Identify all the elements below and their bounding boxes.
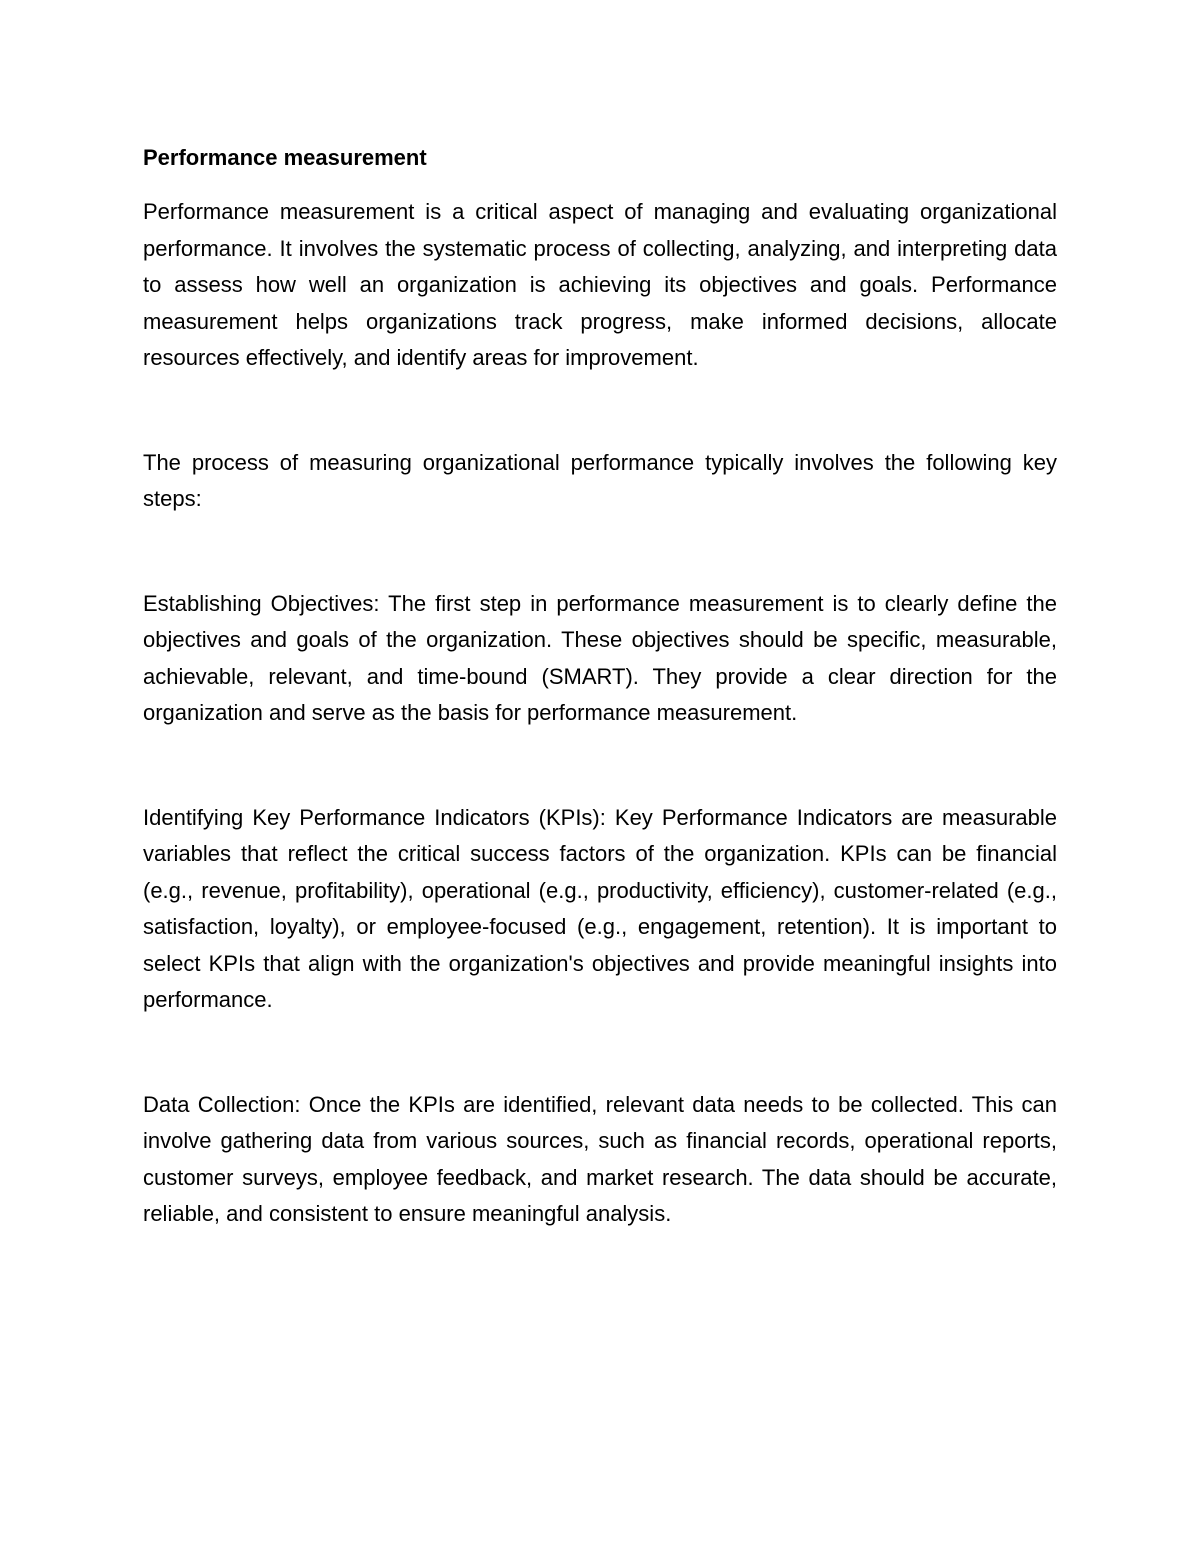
paragraph-identifying-kpis: Identifying Key Performance Indicators (KPIs): Key Performance Indicators are measurable variables that reflect the critical success factors of the organization. KPIs can be financial (e.g., revenue, profitability), operational (e.g., productivity, efficiency), customer-related (e.g., satisfaction, loyalty), or employee-focused (e.g., engagement, retention). It is important to select KPIs that align with the organization's objectives and provide meaningful insights into performance. <box>143 804 1057 1012</box>
paragraph-data-collection: Data Collection: Once the KPIs are identified, relevant data needs to be collected. This can involve gathering data from various sources, such as financial records, operational reports, customer surveys, employee feedback, and market research. The data should be accurate, reliable, and consistent to ensure meaningful analysis. <box>143 1091 1057 1226</box>
document-page <box>143 140 1057 1233</box>
paragraph-establishing-objectives: Establishing Objectives: The first step in performance measurement is to clearly define the objectives and goals of the organization. These objectives should be specific, measurable, achievable, relevant, and time-bound (SMART). They provide a clear direction for the organization and serve as the basis for performance measurement. <box>143 590 1057 725</box>
paragraph-process-steps: The process of measuring organizational performance typically involves the following key steps: <box>143 449 1057 511</box>
paragraph-introduction: Performance measurement is a critical aspect of managing and evaluating organizational performance. It involves the systematic process of collecting, analyzing, and interpreting data to assess how well an organization is achieving its objectives and goals. Performance measurement helps organizations track progress, make informed decisions, allocate resources effectively, and identify areas for improvement. <box>143 199 1057 370</box>
document-title: Performance measurement <box>143 145 427 170</box>
